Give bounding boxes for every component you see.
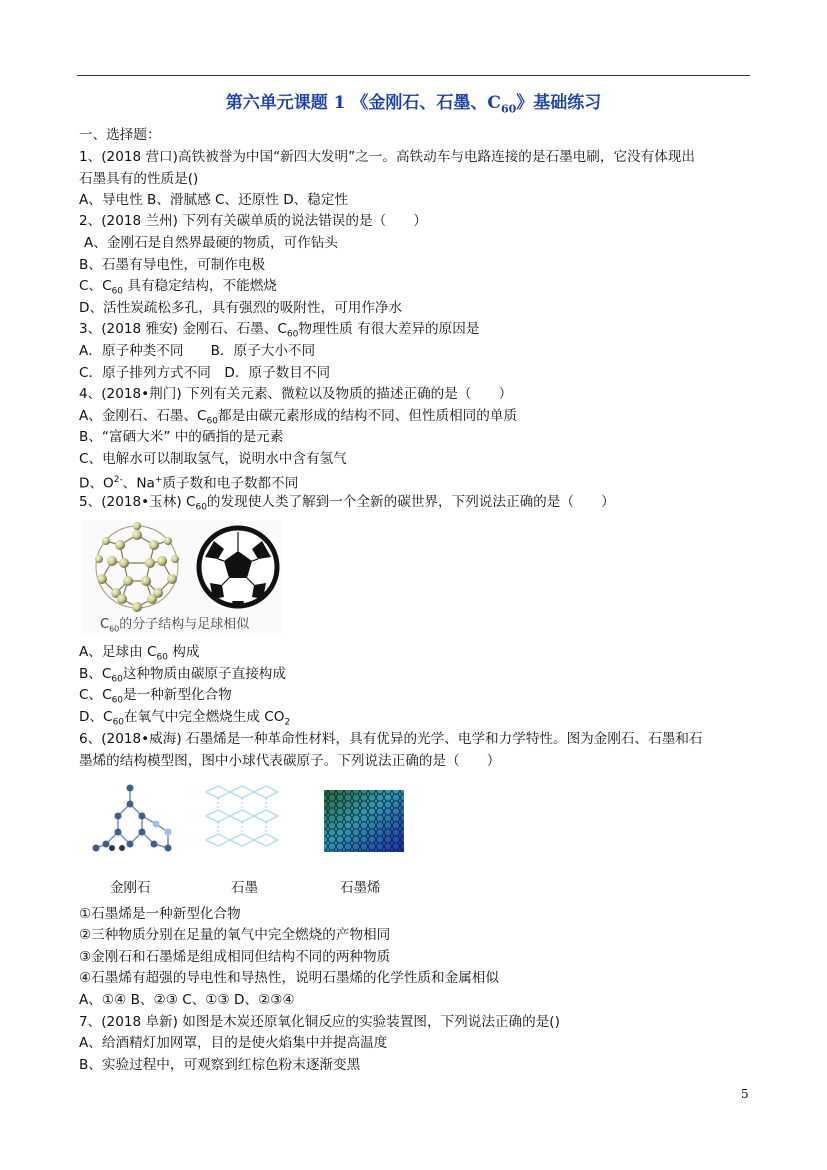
q6-options: A、①④ B、②③ C、①③ D、②③④ xyxy=(79,992,295,1008)
section-heading: 一、选择题： xyxy=(79,127,161,143)
header-rule xyxy=(77,75,750,76)
diamond-atoms xyxy=(93,785,172,852)
q3-options-cd: C．原子排列方式不同 D．原子数目不同 xyxy=(79,365,331,381)
diamond-structure-icon xyxy=(96,788,168,848)
q1-options: A、导电性 B、滑腻感 C、还原性 D、稳定性 xyxy=(79,192,349,208)
c60-figure-caption: $C_{60}$的分子结构与足球相似 xyxy=(100,617,250,634)
q7-stem: 7、(2018 阜新) 如图是木炭还原氧化铜反应的实验装置图，下列说法正确的是() xyxy=(79,1014,560,1030)
q4-option-c: C、电解水可以制取氢气，说明水中含有氢气 xyxy=(79,451,347,467)
label-diamond: 金刚石 xyxy=(110,880,151,896)
q5-option-d: D、$C_{60}$在氧气中完全燃烧生成 $CO_2$ xyxy=(79,709,291,728)
c60-figure xyxy=(82,521,282,635)
q3-options-ab: A．原子种类不同 B．原子大小不同 xyxy=(79,343,316,359)
q1-stem: 1、(2018 营口)高铁被誉为中国“新四大发明”之一。高铁动车与电路连接的是石墨电刷，它没有体现出 xyxy=(79,149,696,165)
c60-molecule-icon xyxy=(95,522,179,612)
soccer-ball-icon xyxy=(199,528,277,607)
q6-statement-1: ①石墨烯是一种新型化合物 xyxy=(79,906,241,922)
q3-stem: 3、(2018 雅安) 金刚石、石墨、$C_{60}$物理性质 有很大差异的原因是 xyxy=(79,321,480,340)
q6-stem: 6、(2018•威海) 石墨烯是一种革命性材料，具有优异的光学、电学和力学特性。图为金刚石、石墨和石 xyxy=(79,731,703,747)
q5-option-c: C、$C_{60}$是一种新型化合物 xyxy=(79,687,232,706)
q2-option-a: A、金刚石是自然界最硬的物质，可作钻头 xyxy=(84,235,338,251)
q6-statement-3: ③金刚石和石墨烯是组成相同但结构不同的两种物质 xyxy=(79,949,391,965)
graphite-structure-icon xyxy=(206,786,278,846)
q7-option-b: B、实验过程中，可观察到红棕色粉末逐渐变黑 xyxy=(79,1057,361,1073)
q6-stem-cont: 墨烯的结构模型图，图中小球代表碳原子。下列说法正确的是（ ） xyxy=(79,753,501,769)
c60-molecule-and-soccer-ball xyxy=(82,521,282,613)
q2-stem: 2、(2018 兰州) 下列有关碳单质的说法错误的是（ ） xyxy=(79,213,427,229)
q2-option-d: D、活性炭疏松多孔，具有强烈的吸附性，可用作净水 xyxy=(79,300,403,316)
q6-statement-2: ②三种物质分别在足量的氧气中完全燃烧的产物相同 xyxy=(79,927,391,943)
graphene-structure-icon xyxy=(324,790,404,852)
q1-stem-cont: 石墨具有的性质是() xyxy=(79,171,199,187)
q4-stem: 4、(2018•荆门) 下列有关元素、微粒以及物质的描述正确的是（ ） xyxy=(79,386,513,402)
label-graphite: 石墨 xyxy=(231,880,258,896)
q7-option-a: A、给酒精灯加网罩，目的是使火焰集中并提高温度 xyxy=(79,1035,388,1051)
label-graphene: 石墨烯 xyxy=(340,880,381,896)
q6-statement-4: ④石墨烯有超强的导电性和导热性，说明石墨烯的化学性质和金属相似 xyxy=(79,970,499,986)
q2-option-c: C、$C_{60}$ 具有稳定结构，不能燃烧 xyxy=(79,278,277,297)
page-title: 第六单元课题 1 《金刚石、石墨、$C_{60}$》基础练习 xyxy=(225,93,602,116)
page-number: 5 xyxy=(741,1087,749,1101)
q5-stem: 5、(2018•玉林) $C_{60}$的发现使人类了解到一个全新的碳世界，下列说法正确的是（ ） xyxy=(79,494,615,513)
q4-option-b: B、“富硒大米” 中的硒指的是元素 xyxy=(79,429,284,445)
q2-option-b: B、石墨有导电性，可制作电极 xyxy=(79,257,266,273)
q4-option-a: A、金刚石、石墨、$C_{60}$都是由碳元素形成的结构不同、但性质相同的单质 xyxy=(79,408,518,427)
carbon-structures-figure xyxy=(88,780,408,860)
q5-option-b: B、$C_{60}$这种物质由碳原子直接构成 xyxy=(79,666,286,685)
q4-option-d: D、$O^{2-}$、Na+质子数和电子数都不同 xyxy=(79,475,299,492)
q5-option-a: A、足球由 $C_{60}$ 构成 xyxy=(79,644,200,663)
